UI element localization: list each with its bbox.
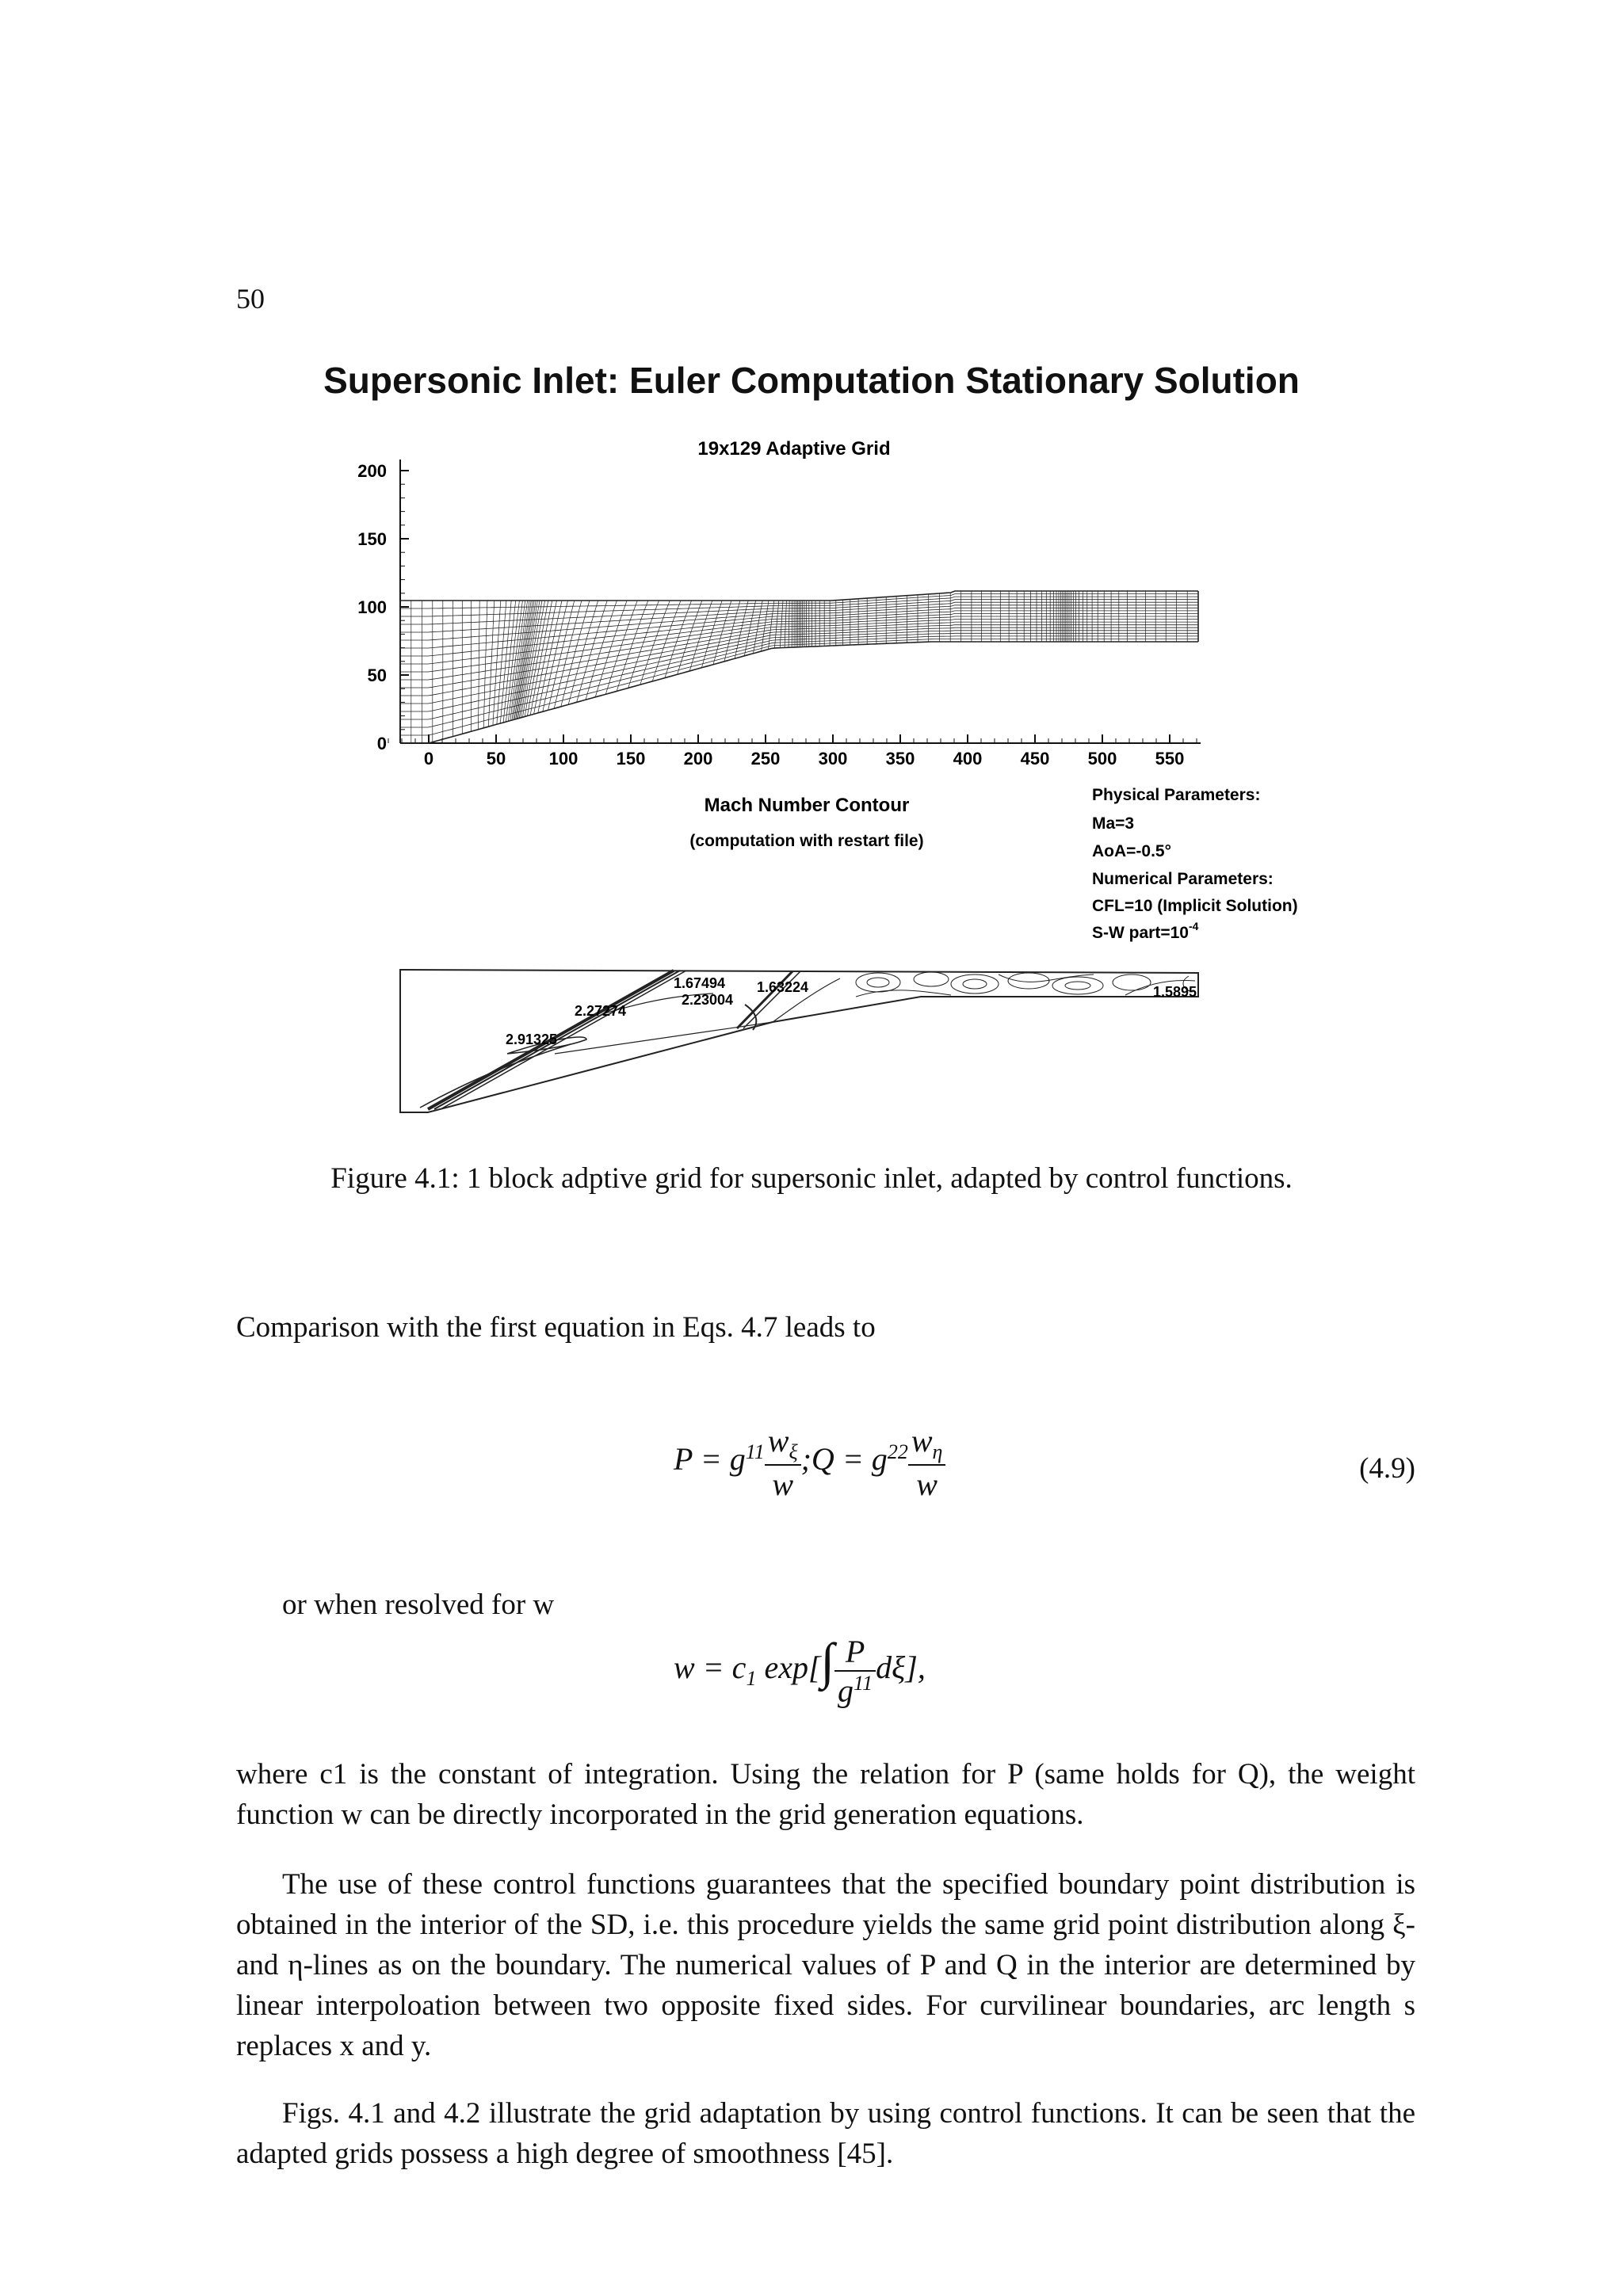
contour-label: 1.67494: [674, 975, 726, 991]
y-ticks: [357, 461, 409, 753]
x-tick-label: 550: [1155, 749, 1185, 769]
x-tick-label: 100: [548, 749, 579, 769]
y-tick-label: 0: [376, 734, 387, 753]
grid-label: 19x129 Adaptive Grid: [697, 438, 891, 460]
aoa-parameter: AoA=-0.5°: [1092, 842, 1172, 860]
x-tick-label: 450: [1020, 749, 1050, 769]
x-tick-label: 300: [818, 749, 848, 769]
paragraph-resolved: or when resolved for w: [282, 1589, 555, 1621]
grid-line-streamwise: [400, 591, 1198, 601]
contour-label: 2.23004: [682, 992, 734, 1008]
figure-title: Supersonic Inlet: Euler Computation Stationary Solution: [323, 360, 1300, 401]
y-tick-label: 50: [367, 666, 387, 685]
x-ticks: [388, 734, 1197, 769]
paragraph-figs: Figs. 4.1 and 4.2 illustrate the grid adaptation by using control functions. It can be seen that the adapted grids possess a high degree of smoothness [45].: [236, 2097, 1415, 2170]
x-tick-label: 400: [953, 749, 983, 769]
grid-line-cross: [568, 601, 598, 704]
equation-number: (4.9): [1359, 1452, 1415, 1485]
grid-line-cross: [724, 601, 740, 662]
equation-4-9: $P = g^{11}$ $\frac{w_\xi}{w}$ ;Q = $g^{22}$ $\frac{w_\eta}{w}$: [674, 1422, 945, 1503]
equation-w: $w = c_1$ exp[∫ $\frac{P}{g^{11}}$ dξ],: [674, 1633, 926, 1708]
sw-part-parameter: S-W $part=10^{-4}$: [1092, 920, 1199, 942]
y-tick-label: 150: [357, 529, 387, 549]
contour-label: 2.27274: [575, 1003, 627, 1019]
contour-subtitle: (computation with restart file): [689, 832, 924, 850]
contour-label: 2.91325: [506, 1032, 558, 1047]
paragraph-comparison: Comparison with the first equation in Eqs. 4.7 leads to: [236, 1311, 876, 1344]
x-tick-label: 150: [616, 749, 646, 769]
paragraph-constant: where c1 is the constant of integration. Using the relation for P (same holds for Q), the weight function w can be directly incorporated in the grid generation equations.: [236, 1758, 1415, 1831]
page-number: 50: [236, 283, 265, 315]
x-tick-label: 50: [486, 749, 506, 769]
cfl-parameter: CFL=10 (Implicit Solution): [1092, 897, 1298, 915]
contour-label: 1.5895: [1153, 984, 1197, 1000]
mach-parameter: Ma=3: [1092, 814, 1135, 833]
y-tick-label: 200: [357, 461, 387, 481]
y-tick-label: 100: [357, 597, 387, 617]
x-tick-label: 350: [885, 749, 915, 769]
x-tick-label: 500: [1087, 749, 1117, 769]
physical-parameters-header: Physical Parameters:: [1092, 786, 1261, 804]
contour-label: 1.63224: [757, 979, 809, 995]
paragraph-control-functions: The use of these control functions guarantees that the specified boundary point distribution is obtained in the interior of the SD, i.e. this procedure yields the same grid point distribution along ξ- and η-lines as on the boundary. The numerical values of P and Q in the interior are determined by linear interpoloation between two opposite fixed sides. For curvilinear boundaries, arc length s replaces x and y.: [236, 1868, 1415, 2062]
contour-labels: [506, 975, 1197, 1047]
x-tick-label: 0: [423, 749, 434, 769]
x-tick-label: 200: [683, 749, 713, 769]
figure-caption: Figure 4.1: 1 block adptive grid for supersonic inlet, adapted by control functions.: [330, 1162, 1293, 1195]
grid-line-cross: [548, 601, 575, 710]
numerical-parameters-header: Numerical Parameters:: [1092, 870, 1274, 888]
adaptive-grid-mesh: [400, 591, 1198, 743]
grid-line-cross: [561, 601, 590, 707]
x-tick-label: 250: [750, 749, 781, 769]
plot-axes: [400, 460, 1201, 743]
contour-title: Mach Number Contour: [704, 795, 910, 816]
